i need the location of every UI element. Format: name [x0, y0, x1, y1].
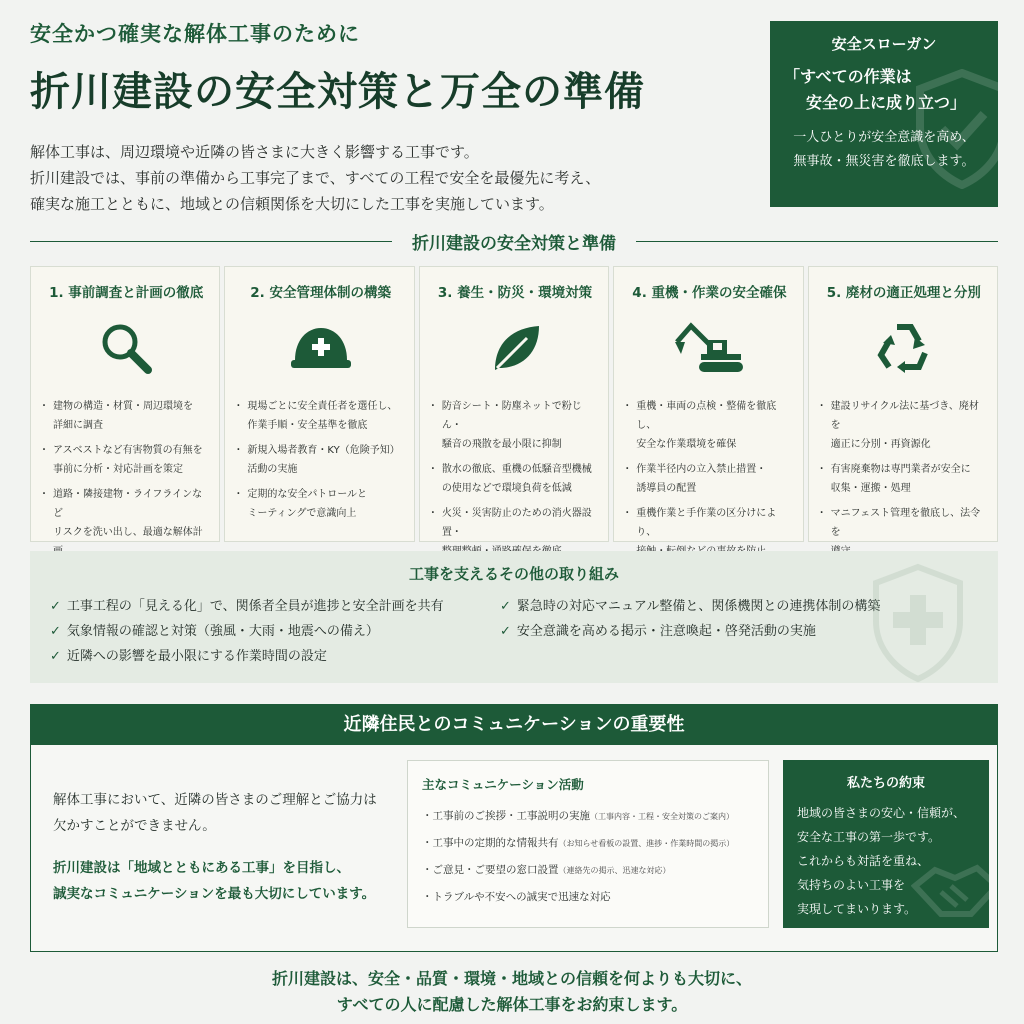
- leaf-icon: [487, 320, 543, 376]
- promise-title: 私たちの約束: [846, 776, 925, 791]
- communication-activities: [407, 760, 769, 928]
- community-title: 近隣住民とのコミュニケーションの重要性: [31, 705, 997, 745]
- list-item: ・ 新規入場者教育・KY（危険予知） 活動の実施: [237, 441, 403, 479]
- list-item: ・ 作業半径内の立入禁止措置・ 誘導員の配置: [626, 460, 792, 498]
- divider-line: [636, 241, 998, 242]
- list-item: ・ 重機作業と手作業の区分けにより、: [626, 504, 792, 561]
- recycle-icon: [875, 321, 933, 375]
- list-item: ✓ 安全意識を高める掲示・注意喚起・啓発活動の実施: [500, 624, 816, 639]
- shield-plus-icon: [868, 563, 968, 683]
- slogan-title: 安全スローガン: [831, 35, 937, 53]
- list-item: ・ 重機・車両の点検・整備を徹底し、 安全な作業環境を確保: [626, 397, 792, 454]
- card-environment: [419, 266, 609, 542]
- list-item: ・ 建物の構造・材質・周辺環境を 詳細に調査: [43, 397, 209, 435]
- promise-line: 実現してまいります。: [797, 902, 917, 916]
- list-item: ✓ 緊急時の対応マニュアル整備と、関係機関との連携体制の構築: [500, 599, 881, 614]
- list-item: ・ アスベストなど有害物質の有無を 事前に分析・対応計画を策定: [43, 441, 209, 479]
- magnifier-icon: [98, 320, 154, 376]
- check-icon: ✓: [50, 624, 61, 639]
- intro-line: 解体工事は、周辺環境や近隣の皆さまに大きく影響する工事です。: [30, 143, 479, 161]
- shield-icon: [912, 69, 998, 189]
- our-promise-box: [783, 760, 989, 928]
- header-kicker: 安全かつ確実な解体工事のために: [30, 22, 360, 46]
- initiatives-list-right: [500, 594, 880, 669]
- check-icon: ✓: [50, 649, 61, 664]
- list-item: ・ 散水の徹底、重機の低騒音型機械 の使用などで環境負荷を低減: [432, 460, 598, 498]
- slogan-desc-line: 一人ひとりが安全意識を高め、: [793, 130, 975, 145]
- excavator-icon: [673, 320, 745, 376]
- card-title: 1. 事前調査と計画の徹底: [49, 285, 204, 301]
- slogan-quote-line: 安全の上に成り立つ」: [806, 93, 967, 112]
- divider-line: [30, 241, 392, 242]
- card-list: [432, 397, 598, 561]
- section-heading: [30, 228, 998, 254]
- community-line: 解体工事において、近隣の皆さまのご理解とご協力は: [53, 792, 377, 808]
- list-item: ・トラブルや不安への誠実で迅速な対応: [422, 891, 611, 903]
- promise-line: 地域の皆さまの安心・信頼が、: [797, 806, 966, 820]
- check-icon: ✓: [500, 624, 511, 639]
- page-title: 折川建設の安全対策と万全の準備: [30, 69, 645, 115]
- list-item: ✓ 気象情報の確認と対策（強風・大雨・地震への備え）: [50, 624, 379, 639]
- section-heading-text: 折川建設の安全対策と準備: [412, 233, 616, 254]
- footer-line: 折川建設は、安全・品質・環境・地域との信頼を何よりも大切に、: [271, 969, 752, 988]
- list-item: ・ご意見・ご要望の窓口設置（連絡先の掲示、迅速な対応）: [422, 864, 671, 876]
- card-safety-management: [224, 266, 414, 542]
- initiatives-list-left: [50, 594, 500, 669]
- card-title: 3. 養生・防災・環境対策: [437, 285, 593, 301]
- community-emphasis-line: 誠実なコミュニケーションを最も大切にしています。: [53, 886, 376, 902]
- slogan-desc-line: 無事故・無災害を徹底します。: [793, 154, 975, 169]
- community-text: [53, 787, 403, 907]
- promise-line: 安全な工事の第一歩です。: [797, 830, 941, 844]
- list-item: ・工事前のご挨拶・工事説明の実施（工事内容・工程・安全対策のご案内）: [422, 810, 734, 822]
- community-line: 欠かすことができません。: [53, 818, 216, 834]
- footer-line: すべての人に配慮した解体工事をお約束します。: [336, 995, 688, 1014]
- list-item: ・工事中の定期的な情報共有（お知らせ看板の設置、進捗・作業時間の掲示）: [422, 837, 735, 849]
- promise-line: 気持ちのよい工事を: [797, 878, 906, 892]
- check-icon: ✓: [500, 599, 511, 614]
- list-item: ・ 定期的な安全パトロールと ミーティングで意識向上: [237, 485, 403, 523]
- activities-list: [422, 803, 754, 911]
- community-emphasis-line: 折川建設は「地域とともにある工事」を目指し、: [53, 860, 350, 876]
- intro-text: [30, 139, 750, 217]
- other-initiatives: [30, 551, 998, 683]
- card-title: 4. 重機・作業の安全確保: [632, 285, 787, 301]
- community-emphasis: [53, 855, 403, 907]
- list-item: ✓ 工事工程の「見える化」で、関係者全員が進捗と安全計画を共有: [50, 599, 444, 614]
- card-waste-disposal: [808, 266, 998, 542]
- card-heavy-machinery: [613, 266, 803, 542]
- activities-title: 主なコミュニケーション活動: [422, 777, 584, 792]
- card-pre-survey: [30, 266, 220, 542]
- list-item: ・ 建設リサイクル法に基づき、廃材を 適正に分別・再資源化: [821, 397, 987, 454]
- check-icon: ✓: [50, 599, 61, 614]
- safety-measure-cards: [30, 266, 998, 542]
- slogan-quote-line: 「すべての作業は: [784, 67, 912, 86]
- intro-line: 折川建設では、事前の準備から工事完了まで、すべての工程で安全を最優先に考え、: [30, 169, 601, 187]
- intro-line: 確実な施工とともに、地域との信頼関係を大切にした工事を実施しています。: [30, 195, 554, 213]
- card-title: 2. 安全管理体制の構築: [250, 285, 391, 301]
- list-item: ✓ 近隣への影響を最小限にする作業時間の設定: [50, 649, 327, 664]
- list-item: ・ 道路・隣接建物・ライフラインなど リスクを洗い出し、最適な解体計: [43, 485, 209, 580]
- handshake-icon: [911, 856, 989, 926]
- promise-line: これからも対話を重ね、: [797, 854, 930, 868]
- other-initiatives-title: 工事を支えるその他の取り組み: [408, 565, 619, 583]
- list-item: ・ 有害廃棄物は専門業者が安全に 収集・運搬・処理: [821, 460, 987, 498]
- helmet-icon: [289, 322, 353, 374]
- card-title: 5. 廃材の適正処理と分別: [826, 285, 981, 301]
- footer-statement: [0, 966, 1024, 1018]
- list-item: ・ 火災・災害防止のための消火器設置・: [432, 504, 598, 561]
- list-item: ・ マニフェスト管理を徹底し、法令を: [821, 504, 987, 561]
- community-section: [30, 704, 998, 952]
- header: [30, 18, 750, 217]
- card-list: [237, 397, 403, 523]
- card-list: [821, 397, 987, 561]
- list-item: ・ 現場ごとに安全責任者を選任し、 作業手順・安全基準を徹底: [237, 397, 403, 435]
- safety-slogan-box: [770, 21, 998, 207]
- list-item: ・ 防音シート・防塵ネットで粉じん・ 騒音の飛散を最小限に抑制: [432, 397, 598, 454]
- card-list: [626, 397, 792, 561]
